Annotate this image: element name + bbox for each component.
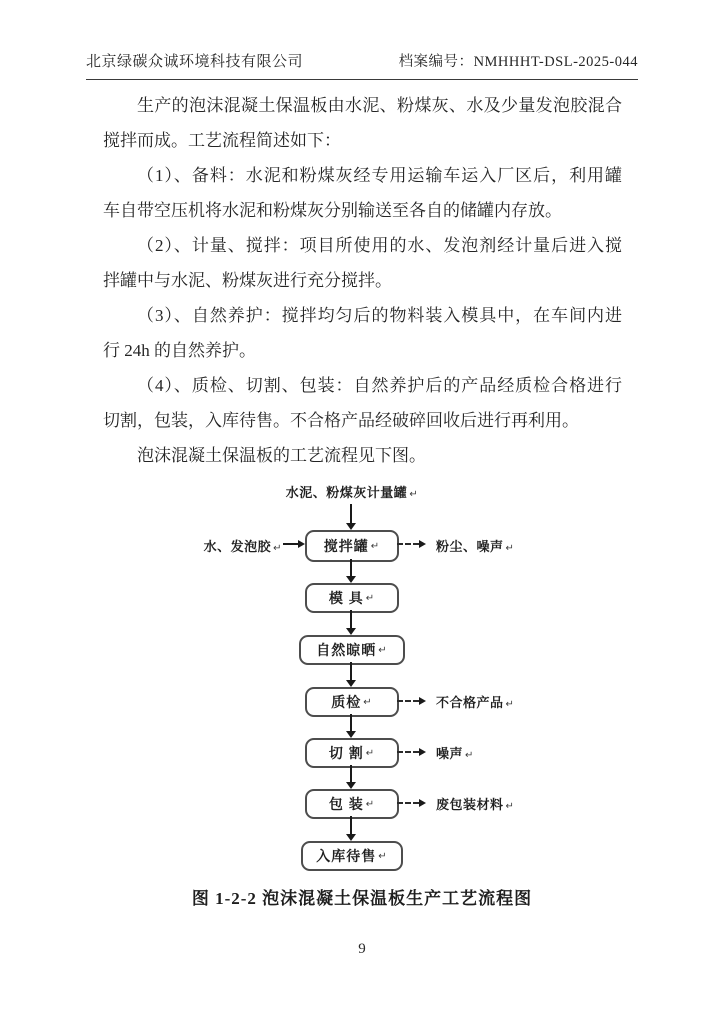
return-mark: ↵ [378, 644, 388, 656]
flow-arrow-output-dashed [397, 700, 419, 702]
page-header [86, 50, 638, 80]
flow-arrow-down [350, 816, 352, 834]
figure-caption: 图 1-2-2 泡沫混凝土保温板生产工艺流程图 [191, 889, 533, 908]
flow-arrow-output-dashed [397, 751, 419, 753]
return-mark: ↵ [273, 543, 282, 554]
paragraph-line: （3）、自然养护：搅拌均匀后的物料装入模具中，在车间内进 [137, 306, 622, 325]
flow-box-label: 入库待售 [316, 848, 377, 864]
return-mark: ↵ [505, 801, 515, 812]
doc-number-value: NMHHHT-DSL-2025-044 [473, 54, 638, 70]
label-text: 噪声 [436, 746, 464, 761]
return-mark: ↵ [465, 750, 474, 761]
label-text: 废包装材料 [436, 797, 504, 812]
flow-input-top-label [286, 482, 418, 501]
flow-arrow-down [350, 610, 352, 628]
label-text: 粉尘、噪声 [436, 539, 504, 554]
return-mark: ↵ [365, 592, 376, 604]
return-mark: ↵ [505, 543, 515, 554]
flow-box-mold [305, 583, 399, 613]
flow-input-left-label [204, 536, 282, 555]
flow-box-label: 自然晾晒 [316, 642, 377, 658]
emission-waste-packaging-label [436, 794, 514, 813]
flow-arrow-down [350, 765, 352, 782]
flow-box-cutting [305, 738, 399, 768]
flow-box-packing [305, 789, 399, 819]
paragraph-line: 生产的泡沫混凝土保温板由水泥、粉煤灰、水及少量发泡胶混合 [137, 96, 622, 115]
flow-box-label: 模 具 [328, 590, 364, 606]
label-text: 水泥、粉煤灰计量罐 [285, 485, 408, 500]
emission-noise-label [436, 743, 474, 762]
flow-box-label: 搅拌罐 [323, 538, 369, 554]
paragraph-line: （2）、计量、搅拌：项目所使用的水、发泡剂经计量后进入搅 [137, 236, 622, 255]
flow-arrow-output-dashed [397, 802, 419, 804]
emission-rejects-label [436, 692, 514, 711]
flow-box-natural-drying [299, 635, 405, 665]
paragraph-line: 切割，包装，入库待售。不合格产品经破碎回收后进行再利用。 [103, 411, 579, 430]
paragraph-line: 行 24h 的自然养护。 [103, 341, 256, 360]
paragraph-line: 车自带空压机将水泥和粉煤灰分别输送至各自的储罐内存放。 [103, 201, 562, 220]
emission-dust-noise-label [436, 536, 514, 555]
return-mark: ↵ [505, 699, 515, 710]
return-mark: ↵ [409, 489, 419, 500]
label-text: 水、发泡胶 [203, 539, 272, 554]
return-mark: ↵ [365, 747, 376, 759]
flow-arrow-input [283, 543, 298, 545]
company-name: 北京绿碳众诚环境科技有限公司 [86, 54, 304, 70]
flow-box-stirring-tank [305, 530, 399, 562]
paragraph-line: 搅拌而成。工艺流程简述如下： [103, 131, 341, 150]
paragraph-line: （4）、质检、切割、包装：自然养护后的产品经质检合格进行 [137, 376, 622, 395]
return-mark: ↵ [363, 696, 373, 708]
paragraph-line: （1）、备料：水泥和粉煤灰经专用运输车运入厂区后，利用罐 [137, 166, 622, 185]
return-mark: ↵ [378, 850, 388, 862]
doc-number-label: 档案编号： [398, 54, 474, 70]
return-mark: ↵ [365, 798, 376, 810]
paragraph-line: 拌罐中与水泥、粉煤灰进行充分搅拌。 [103, 271, 392, 290]
label-text: 不合格产品 [436, 695, 504, 710]
flow-arrow-output-dashed [397, 543, 419, 545]
flow-box-warehouse [301, 841, 403, 871]
flow-arrow-down [350, 714, 352, 731]
paragraph-line: 泡沫混凝土保温板的工艺流程见下图。 [137, 446, 426, 465]
process-flowchart [0, 478, 724, 878]
flow-arrow-down [350, 662, 352, 680]
flow-box-label: 包 装 [328, 796, 364, 812]
flow-arrow-down [350, 504, 352, 523]
doc-number [399, 50, 638, 71]
return-mark: ↵ [370, 540, 381, 552]
page-number: 9 [358, 941, 366, 957]
body-text [103, 88, 622, 473]
flow-box-quality-check [305, 687, 399, 717]
flow-arrow-down [350, 559, 352, 576]
flow-box-label: 切 割 [328, 745, 364, 761]
flow-box-label: 质检 [331, 694, 362, 710]
